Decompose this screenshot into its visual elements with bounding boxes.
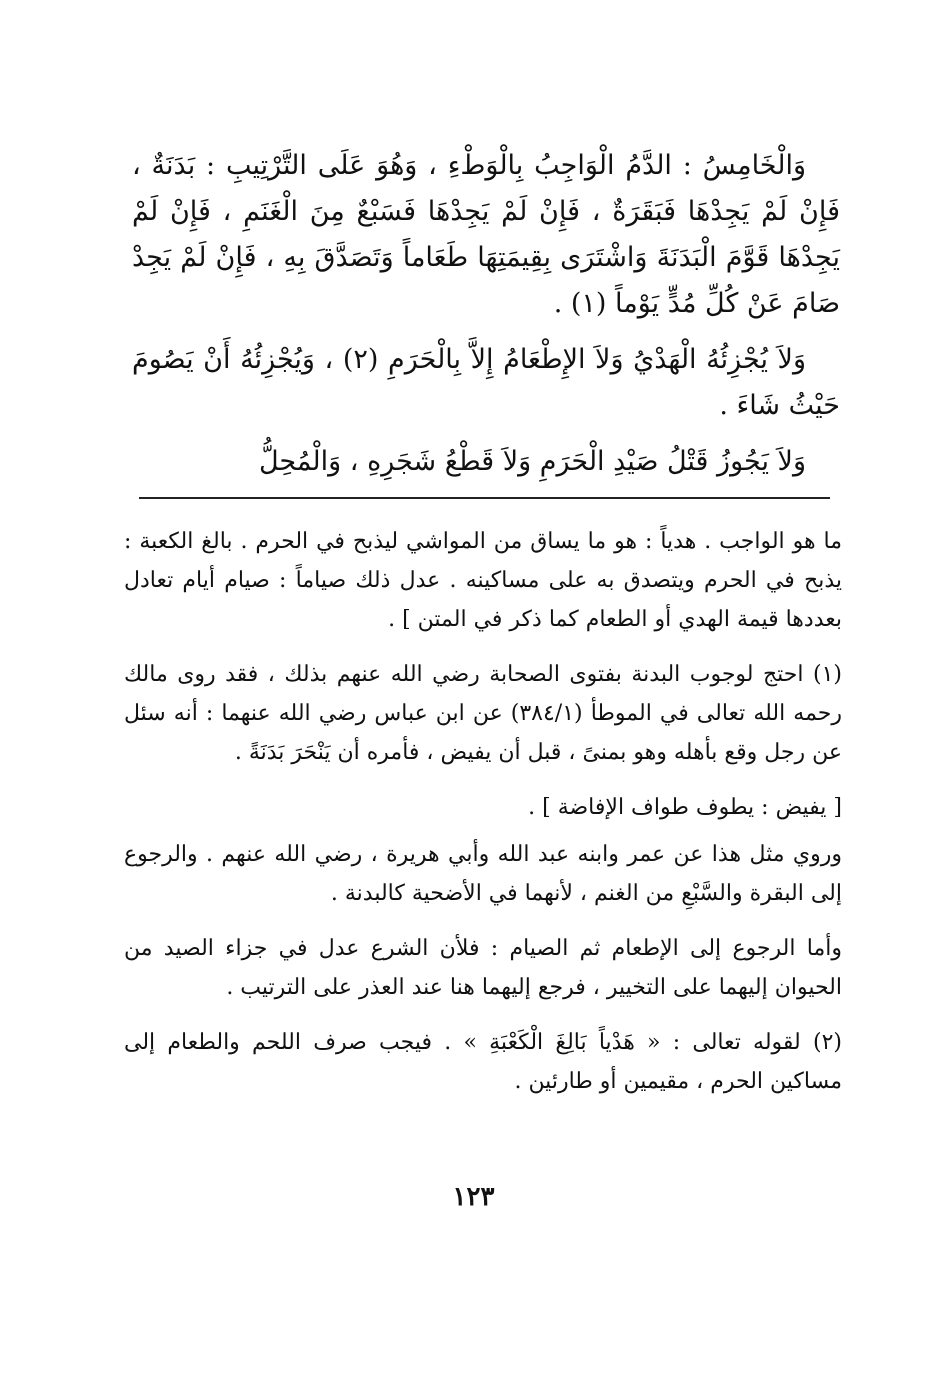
main-text bbox=[132, 143, 840, 495]
footnotes bbox=[124, 522, 842, 1117]
footnote-paragraph: وأما الرجوع إلى الإطعام ثم الصيام : فلأن الشرع عدل في جزاء الصيد من الحيوان إليهما على التخيير ، فرجع إليهما هنا عند العذر على الترتيب . bbox=[124, 936, 842, 1000]
main-paragraph: وَالْخَامِسُ : الدَّمُ الْوَاجِبُ بِالْوَطْءِ ، وَهُوَ عَلَى التَّرْتِيبِ : بَدَنَةٌ ، فَإِنْ لَمْ يَجِدْهَا فَبَقَرَةٌ ، فَإِنْ لَمْ يَجِدْهَا فَسَبْعٌ مِنَ الْغَنَمِ ، فَإِنْ لَمْ يَجِدْهَا قَوَّمَ الْبَدَنَةَ وَاشْتَرَى بِقِيمَتِهَا طَعَاماً وَتَصَدَّقَ بِهِ ، فَإِنْ لَمْ يَجِدْ صَامَ عَنْ كُلِّ مُدٍّ يَوْماً (١) . bbox=[132, 150, 840, 319]
footnote-paragraph: (١) احتج لوجوب البدنة بفتوى الصحابة رضي الله عنهم بذلك ، فقد روى مالك رحمه الله تعالى في الموطأ (٣٨٤/١) عن ابن عباس رضي الله عنهما : أنه سئل عن رجل وقع بأهله وهو بمنىً ، قبل أن يفيض ، فأمره أن يَنْحَرَ بَدَنَةً . bbox=[124, 662, 843, 765]
page-number: ١٢٣ bbox=[452, 1182, 495, 1212]
footnote-paragraph: [ يفيض : يطوف طواف الإفاضة ] . bbox=[528, 795, 842, 820]
footnote-paragraph: ما هو الواجب . هدياً : هو ما يساق من المواشي ليذبح في الحرم . بالغ الكعبة : يذبح في الحرم ويتصدق به على مساكينه . عدل ذلك صياماً : صيام أيام تعادل بعددها قيمة الهدي أو الطعام كما ذكر في المتن ] . bbox=[124, 529, 842, 632]
main-paragraph: وَلاَ يُجْزِئُهُ الْهَدْيُ وَلاَ الإِطْعَامُ إِلاَّ بِالْحَرَمِ (٢) ، وَيُجْزِئُهُ أَنْ يَصُومَ حَيْثُ شَاءَ . bbox=[132, 344, 840, 421]
footnote-divider bbox=[139, 497, 830, 499]
footnote-paragraph: وروي مثل هذا عن عمر وابنه عبد الله وأبي هريرة ، رضي الله عنهم . والرجوع إلى البقرة والسَّبْعِ من الغنم ، لأنهما في الأضحية كالبدنة . bbox=[124, 842, 842, 906]
main-paragraph: وَلاَ يَجُوزُ قَتْلُ صَيْدِ الْحَرَمِ وَلاَ قَطْعُ شَجَرِهِ ، وَالْمُحِلُّ bbox=[258, 446, 806, 477]
footnote-paragraph: (٢) لقوله تعالى : « هَدْياً بَالِغَ الْكَعْبَةِ » . فيجب صرف اللحم والطعام إلى مساكين الحرم ، مقيمين أو طارئين . bbox=[124, 1030, 842, 1094]
